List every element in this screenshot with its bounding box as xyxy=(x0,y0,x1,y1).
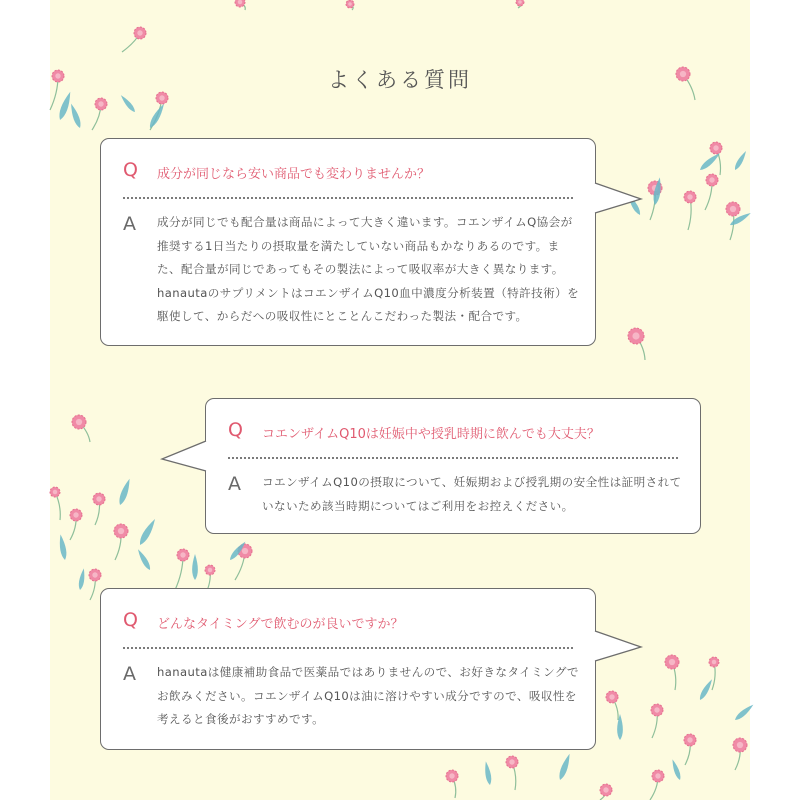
flower-center xyxy=(603,787,608,792)
flower-center xyxy=(609,694,614,699)
flower-center xyxy=(709,177,714,182)
flower-center xyxy=(655,773,660,778)
flower-center xyxy=(180,552,185,557)
answer-mark-a: A xyxy=(123,663,136,685)
flower-center xyxy=(73,512,78,517)
leaf-icon xyxy=(57,91,73,121)
leaf-icon xyxy=(698,151,722,172)
leaf-icon xyxy=(119,94,137,114)
flower-center xyxy=(632,332,639,339)
flower-center xyxy=(713,145,718,150)
flower-center xyxy=(509,759,514,764)
flower-center xyxy=(654,707,659,712)
dotted-divider xyxy=(123,197,573,199)
leaf-icon xyxy=(117,478,132,506)
answer-mark-a: A xyxy=(228,473,241,495)
flower-center xyxy=(737,742,743,748)
question-text: 成分が同じなら安い商品でも変わりませんか？ xyxy=(157,167,431,182)
leaf-icon xyxy=(137,517,158,546)
speech-tail-left xyxy=(166,437,226,477)
leaf-icon xyxy=(68,103,82,129)
flower-center xyxy=(76,419,82,425)
flower-center xyxy=(242,548,248,554)
leaf-icon xyxy=(58,534,68,561)
dotted-divider xyxy=(228,457,678,459)
flower-center xyxy=(92,572,97,577)
flower-center xyxy=(53,490,58,495)
flower-center xyxy=(118,528,124,534)
leaf-icon xyxy=(557,753,572,781)
flower-center xyxy=(137,30,142,35)
flower-center xyxy=(518,0,522,4)
faq-item-2 xyxy=(205,398,701,534)
leaf-icon xyxy=(733,150,748,171)
flower-center xyxy=(96,496,101,501)
flower-center xyxy=(669,659,675,665)
leaf-icon xyxy=(192,554,198,580)
leaf-icon xyxy=(670,758,682,780)
speech-tail-right xyxy=(595,627,655,667)
flower-center xyxy=(159,95,164,100)
leaf-icon xyxy=(733,703,755,722)
faq-item-1 xyxy=(100,138,596,346)
page-title: よくある質問 xyxy=(328,68,472,92)
leaf-icon xyxy=(483,761,492,786)
flower-center xyxy=(98,101,103,106)
flower-center xyxy=(712,660,717,665)
question-mark-q: Q xyxy=(123,159,138,181)
question-text: どんなタイミングで飲むのが良いですか？ xyxy=(157,617,404,632)
answer-text: 成分が同じでも配合量は商品によって大きく違います。コエンザイムQ協会が推奨する1日当たりの摂取量を満たしていない商品もかなりあるのです。また、配合量が同じであってもその製法によって吸収率が大きく異なります。hanautaのサプリメントはコエンザイムQ10血中濃度分析装置（特許技術）を駆使して、からだへの吸収性にとことんこだわった製法・配合です。 xyxy=(157,215,580,323)
answer-text: hanautaは健康補助食品で医薬品ではありませんので、お好きなタイミングでお飲みください。コエンザイムQ10は油に溶けやすい成分ですので、吸収性を考えると食後がおすすめです。 xyxy=(157,665,579,726)
flower-center xyxy=(348,2,352,6)
answer-mark-a: A xyxy=(123,213,136,235)
leaf-icon xyxy=(147,102,166,129)
flower-center xyxy=(449,773,454,778)
question-mark-q: Q xyxy=(228,419,243,441)
flower-center xyxy=(687,194,692,199)
speech-tail-right xyxy=(595,179,655,219)
dotted-divider xyxy=(123,647,573,649)
leaf-icon xyxy=(78,568,87,591)
answer-text: コエンザイムQ10の摂取について、妊娠期および授乳期の安全性は証明されていないため該当時期についてはご利用をお控えください。 xyxy=(262,475,682,513)
flower-center xyxy=(687,737,692,742)
faq-item-3 xyxy=(100,588,596,750)
flower-center xyxy=(730,206,736,212)
question-text: コエンザイムQ10は妊娠中や授乳時期に飲んでも大丈夫？ xyxy=(262,427,600,442)
question-mark-q: Q xyxy=(123,609,138,631)
flower-center xyxy=(208,568,213,573)
leaf-icon xyxy=(136,548,153,571)
